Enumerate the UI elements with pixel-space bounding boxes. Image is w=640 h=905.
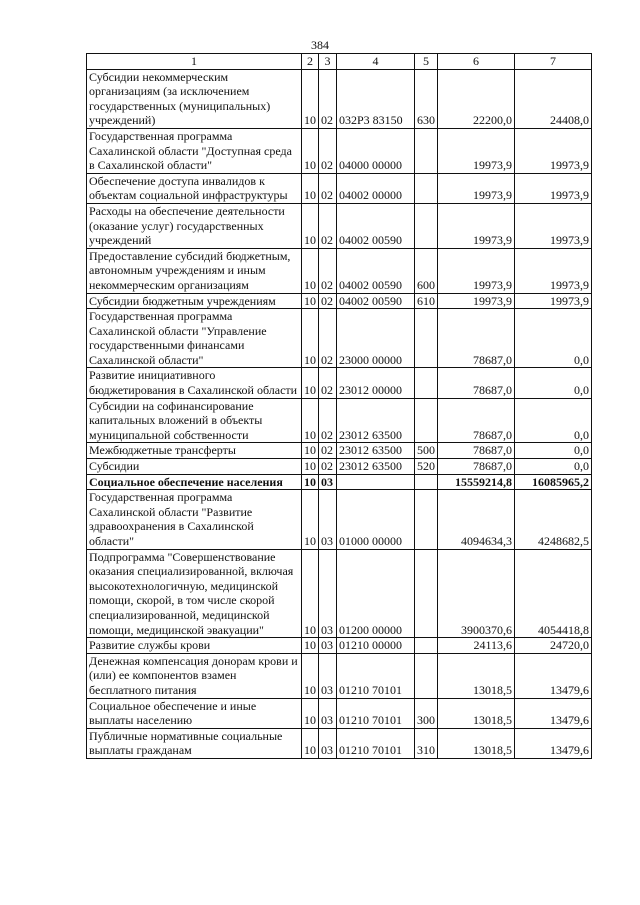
expense-type-cell: 610: [415, 293, 438, 309]
section-code-cell: 10: [302, 203, 319, 248]
section-code-cell: 10: [302, 638, 319, 654]
column-header: 7: [515, 54, 592, 70]
section-code-cell: 10: [302, 474, 319, 490]
section-code-cell: 10: [302, 698, 319, 728]
target-article-cell: 01210 70101: [337, 728, 415, 758]
section-code-cell: 10: [302, 248, 319, 293]
row-name-cell: Подпрограмма "Совершенствование оказания специализированной, включая высокотехнологичную, медицинской помощи, скорой, в том числе скорой специализированной, медицинской помощи, медицинской эвакуации": [87, 549, 302, 638]
amount-year-1-cell: 3900370,6: [438, 549, 515, 638]
row-name-cell: Социальное обеспечение и иные выплаты населению: [87, 698, 302, 728]
row-name-cell: Государственная программа Сахалинской области "Доступная среда в Сахалинской области": [87, 128, 302, 173]
target-article-cell: 04002 00000: [337, 173, 415, 203]
row-name-cell: Субсидии на софинансирование капитальных вложений в объекты муниципальной собственности: [87, 398, 302, 443]
column-header: 5: [415, 54, 438, 70]
amount-year-1-cell: 4094634,3: [438, 490, 515, 549]
table-row: [87, 549, 592, 638]
amount-year-1-cell: 19973,9: [438, 293, 515, 309]
row-name-cell: Государственная программа Сахалинской области "Управление государственными финансами Сахалинской области": [87, 309, 302, 368]
subsection-code-cell: 02: [319, 368, 337, 398]
subsection-code-cell: 02: [319, 128, 337, 173]
row-name-cell: Публичные нормативные социальные выплаты гражданам: [87, 728, 302, 758]
table-row: [87, 248, 592, 293]
subsection-code-cell: 03: [319, 698, 337, 728]
table-row: [87, 653, 592, 698]
table-row: [87, 293, 592, 309]
row-name-cell: Развитие инициативного бюджетирования в Сахалинской области: [87, 368, 302, 398]
subsection-code-cell: 02: [319, 248, 337, 293]
amount-year-2-cell: 0,0: [515, 459, 592, 475]
table-row: [87, 728, 592, 758]
budget-table: [86, 53, 592, 759]
table-row: [87, 459, 592, 475]
section-code-cell: 10: [302, 309, 319, 368]
expense-type-cell: [415, 128, 438, 173]
amount-year-2-cell: 19973,9: [515, 203, 592, 248]
section-code-cell: 10: [302, 490, 319, 549]
amount-year-1-cell: 24113,6: [438, 638, 515, 654]
target-article-cell: 01210 00000: [337, 638, 415, 654]
amount-year-1-cell: 22200,0: [438, 69, 515, 128]
subsection-code-cell: 02: [319, 309, 337, 368]
expense-type-cell: 600: [415, 248, 438, 293]
table-row: [87, 698, 592, 728]
amount-year-1-cell: 19973,9: [438, 248, 515, 293]
row-name-cell: Субсидии некоммерческим организациям (за исключением государственных (муниципальных) учреждений): [87, 69, 302, 128]
target-article-cell: 04000 00000: [337, 128, 415, 173]
expense-type-cell: 500: [415, 443, 438, 459]
amount-year-1-cell: 15559214,8: [438, 474, 515, 490]
column-header: 1: [87, 54, 302, 70]
table-row: [87, 203, 592, 248]
section-code-cell: 10: [302, 549, 319, 638]
target-article-cell: 23012 63500: [337, 443, 415, 459]
amount-year-1-cell: 78687,0: [438, 398, 515, 443]
section-code-cell: 10: [302, 443, 319, 459]
subsection-code-cell: 03: [319, 474, 337, 490]
expense-type-cell: 520: [415, 459, 438, 475]
subsection-code-cell: 03: [319, 638, 337, 654]
section-code-cell: 10: [302, 173, 319, 203]
subsection-code-cell: 03: [319, 549, 337, 638]
target-article-cell: 01210 70101: [337, 653, 415, 698]
subsection-code-cell: 03: [319, 653, 337, 698]
target-article-cell: [337, 474, 415, 490]
amount-year-2-cell: 13479,6: [515, 653, 592, 698]
section-code-cell: 10: [302, 398, 319, 443]
table-row: [87, 368, 592, 398]
row-name-cell: Субсидии бюджетным учреждениям: [87, 293, 302, 309]
table-row: [87, 398, 592, 443]
table-row: [87, 474, 592, 490]
amount-year-1-cell: 19973,9: [438, 128, 515, 173]
table-row: [87, 309, 592, 368]
row-name-cell: Межбюджетные трансферты: [87, 443, 302, 459]
column-header: 6: [438, 54, 515, 70]
expense-type-cell: 630: [415, 69, 438, 128]
expense-type-cell: [415, 203, 438, 248]
expense-type-cell: [415, 309, 438, 368]
amount-year-2-cell: 0,0: [515, 398, 592, 443]
target-article-cell: 032P3 83150: [337, 69, 415, 128]
target-article-cell: 01200 00000: [337, 549, 415, 638]
column-header: 3: [319, 54, 337, 70]
row-name-cell: Предоставление субсидий бюджетным, автономным учреждениям и иным некоммерческим организациям: [87, 248, 302, 293]
amount-year-2-cell: 4248682,5: [515, 490, 592, 549]
section-code-cell: 10: [302, 69, 319, 128]
table-row: [87, 69, 592, 128]
amount-year-1-cell: 78687,0: [438, 368, 515, 398]
expense-type-cell: [415, 398, 438, 443]
expense-type-cell: [415, 368, 438, 398]
expense-type-cell: [415, 549, 438, 638]
subsection-code-cell: 02: [319, 443, 337, 459]
amount-year-1-cell: 19973,9: [438, 173, 515, 203]
amount-year-2-cell: 19973,9: [515, 128, 592, 173]
table-row: [87, 173, 592, 203]
amount-year-1-cell: 78687,0: [438, 459, 515, 475]
row-name-cell: Государственная программа Сахалинской области "Развитие здравоохранения в Сахалинской области": [87, 490, 302, 549]
amount-year-1-cell: 78687,0: [438, 309, 515, 368]
subsection-code-cell: 02: [319, 459, 337, 475]
subsection-code-cell: 02: [319, 203, 337, 248]
row-name-cell: Расходы на обеспечение деятельности (оказание услуг) государственных учреждений: [87, 203, 302, 248]
target-article-cell: 23012 63500: [337, 459, 415, 475]
amount-year-2-cell: 0,0: [515, 368, 592, 398]
row-name-cell: Развитие службы крови: [87, 638, 302, 654]
amount-year-2-cell: 24408,0: [515, 69, 592, 128]
row-name-cell: Обеспечение доступа инвалидов к объектам социальной инфраструктуры: [87, 173, 302, 203]
target-article-cell: 23012 00000: [337, 368, 415, 398]
amount-year-2-cell: 0,0: [515, 443, 592, 459]
table-header-row: [87, 54, 592, 70]
table-row: [87, 128, 592, 173]
column-header: 4: [337, 54, 415, 70]
amount-year-2-cell: 24720,0: [515, 638, 592, 654]
subsection-code-cell: 03: [319, 728, 337, 758]
target-article-cell: 04002 00590: [337, 293, 415, 309]
section-code-cell: 10: [302, 293, 319, 309]
subsection-code-cell: 03: [319, 490, 337, 549]
target-article-cell: 04002 00590: [337, 203, 415, 248]
amount-year-2-cell: 19973,9: [515, 173, 592, 203]
row-name-cell: Субсидии: [87, 459, 302, 475]
table-body: [87, 54, 592, 759]
table-row: [87, 490, 592, 549]
expense-type-cell: [415, 490, 438, 549]
amount-year-1-cell: 19973,9: [438, 203, 515, 248]
amount-year-2-cell: 16085965,2: [515, 474, 592, 490]
target-article-cell: 01210 70101: [337, 698, 415, 728]
target-article-cell: 04002 00590: [337, 248, 415, 293]
subsection-code-cell: 02: [319, 293, 337, 309]
subsection-code-cell: 02: [319, 173, 337, 203]
amount-year-2-cell: 13479,6: [515, 728, 592, 758]
target-article-cell: 23012 63500: [337, 398, 415, 443]
expense-type-cell: 300: [415, 698, 438, 728]
subsection-code-cell: 02: [319, 398, 337, 443]
row-name-cell: Социальное обеспечение населения: [87, 474, 302, 490]
target-article-cell: 23000 00000: [337, 309, 415, 368]
page-number: 384: [311, 38, 329, 52]
table-row: [87, 443, 592, 459]
amount-year-1-cell: 13018,5: [438, 653, 515, 698]
amount-year-2-cell: 19973,9: [515, 293, 592, 309]
section-code-cell: 10: [302, 728, 319, 758]
expense-type-cell: [415, 638, 438, 654]
section-code-cell: 10: [302, 128, 319, 173]
amount-year-2-cell: 13479,6: [515, 698, 592, 728]
section-code-cell: 10: [302, 653, 319, 698]
expense-type-cell: [415, 653, 438, 698]
section-code-cell: 10: [302, 368, 319, 398]
amount-year-1-cell: 13018,5: [438, 698, 515, 728]
amount-year-2-cell: 4054418,8: [515, 549, 592, 638]
section-code-cell: 10: [302, 459, 319, 475]
amount-year-2-cell: 19973,9: [515, 248, 592, 293]
subsection-code-cell: 02: [319, 69, 337, 128]
row-name-cell: Денежная компенсация донорам крови и (или) ее компонентов взамен бесплатного питания: [87, 653, 302, 698]
amount-year-1-cell: 78687,0: [438, 443, 515, 459]
amount-year-1-cell: 13018,5: [438, 728, 515, 758]
amount-year-2-cell: 0,0: [515, 309, 592, 368]
table-row: [87, 638, 592, 654]
expense-type-cell: 310: [415, 728, 438, 758]
target-article-cell: 01000 00000: [337, 490, 415, 549]
expense-type-cell: [415, 173, 438, 203]
expense-type-cell: [415, 474, 438, 490]
column-header: 2: [302, 54, 319, 70]
